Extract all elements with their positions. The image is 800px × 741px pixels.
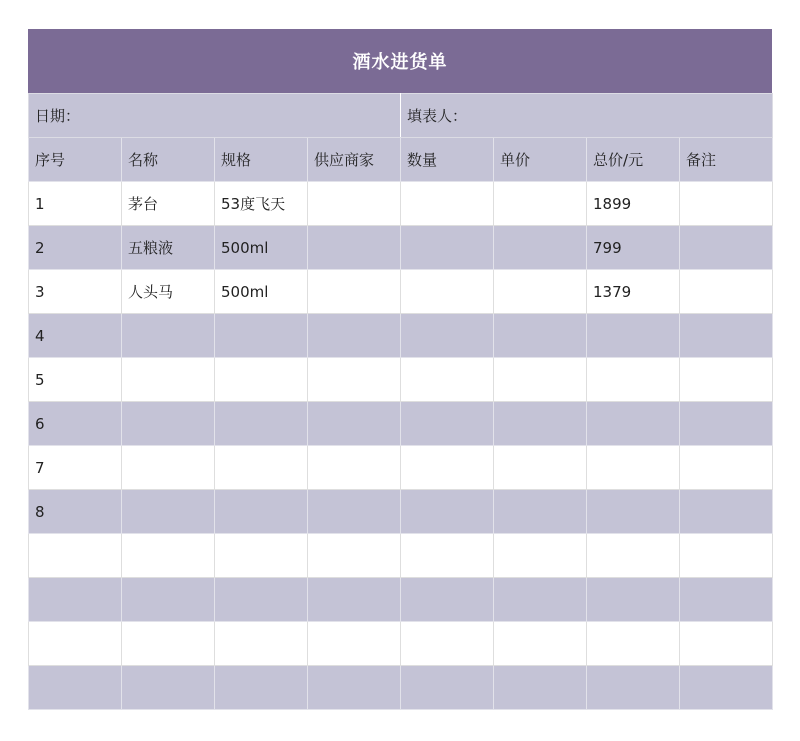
cell-unit-price[interactable]	[494, 270, 587, 314]
cell-spec[interactable]	[215, 534, 308, 578]
col-header-index: 序号	[29, 138, 122, 182]
table-row	[29, 446, 773, 490]
cell-supplier[interactable]	[308, 490, 401, 534]
cell-unit-price[interactable]	[494, 446, 587, 490]
table-row	[29, 314, 773, 358]
cell-supplier[interactable]	[308, 446, 401, 490]
col-header-quantity: 数量	[401, 138, 494, 182]
cell-supplier[interactable]	[308, 402, 401, 446]
table-row	[29, 402, 773, 446]
cell-index[interactable]: 7	[29, 446, 122, 490]
cell-unit-price[interactable]	[494, 534, 587, 578]
cell-total-price[interactable]	[587, 446, 680, 490]
cell-name[interactable]: 五粮液	[122, 226, 215, 270]
cell-spec[interactable]	[215, 446, 308, 490]
cell-remarks[interactable]	[680, 578, 773, 622]
cell-total-price[interactable]: 799	[587, 226, 680, 270]
cell-total-price[interactable]	[587, 490, 680, 534]
col-header-remarks: 备注	[680, 138, 773, 182]
cell-quantity[interactable]	[401, 578, 494, 622]
cell-unit-price[interactable]	[494, 358, 587, 402]
cell-unit-price[interactable]	[494, 622, 587, 666]
cell-spec[interactable]	[215, 314, 308, 358]
cell-remarks[interactable]	[680, 446, 773, 490]
cell-total-price[interactable]	[587, 666, 680, 710]
cell-name[interactable]	[122, 666, 215, 710]
cell-name[interactable]	[122, 622, 215, 666]
column-header-row	[29, 138, 773, 182]
col-header-unit-price: 单价	[494, 138, 587, 182]
cell-name[interactable]	[122, 490, 215, 534]
cell-spec[interactable]	[215, 666, 308, 710]
cell-index[interactable]: 3	[29, 270, 122, 314]
table-row	[29, 226, 773, 270]
cell-name[interactable]	[122, 446, 215, 490]
cell-spec[interactable]: 53度飞天	[215, 182, 308, 226]
cell-total-price[interactable]	[587, 534, 680, 578]
cell-spec[interactable]	[215, 622, 308, 666]
cell-spec[interactable]	[215, 358, 308, 402]
cell-unit-price[interactable]	[494, 666, 587, 710]
table-row	[29, 358, 773, 402]
cell-unit-price[interactable]	[494, 226, 587, 270]
cell-quantity[interactable]	[401, 666, 494, 710]
col-header-name: 名称	[122, 138, 215, 182]
cell-unit-price[interactable]	[494, 402, 587, 446]
cell-spec[interactable]: 500ml	[215, 270, 308, 314]
table-row	[29, 182, 773, 226]
table-row	[29, 578, 773, 622]
cell-quantity[interactable]	[401, 446, 494, 490]
meta-row	[29, 94, 773, 138]
table-row	[29, 534, 773, 578]
cell-unit-price[interactable]	[494, 490, 587, 534]
cell-supplier[interactable]	[308, 578, 401, 622]
date-field[interactable]: 日期：	[29, 94, 401, 138]
cell-spec[interactable]	[215, 578, 308, 622]
cell-index[interactable]: 5	[29, 358, 122, 402]
cell-total-price[interactable]	[587, 358, 680, 402]
cell-remarks[interactable]	[680, 402, 773, 446]
cell-total-price[interactable]: 1379	[587, 270, 680, 314]
cell-quantity[interactable]	[401, 402, 494, 446]
col-header-spec: 规格	[215, 138, 308, 182]
cell-spec[interactable]: 500ml	[215, 226, 308, 270]
cell-remarks[interactable]	[680, 182, 773, 226]
cell-remarks[interactable]	[680, 666, 773, 710]
cell-spec[interactable]	[215, 402, 308, 446]
cell-total-price[interactable]: 1899	[587, 182, 680, 226]
cell-index[interactable]	[29, 666, 122, 710]
cell-supplier[interactable]	[308, 666, 401, 710]
cell-remarks[interactable]	[680, 226, 773, 270]
cell-index[interactable]: 6	[29, 402, 122, 446]
cell-remarks[interactable]	[680, 358, 773, 402]
order-table	[28, 93, 773, 710]
cell-remarks[interactable]	[680, 314, 773, 358]
cell-remarks[interactable]	[680, 622, 773, 666]
cell-name[interactable]	[122, 578, 215, 622]
cell-index[interactable]	[29, 622, 122, 666]
cell-name[interactable]	[122, 534, 215, 578]
cell-remarks[interactable]	[680, 534, 773, 578]
cell-supplier[interactable]	[308, 314, 401, 358]
cell-name[interactable]	[122, 402, 215, 446]
filler-field[interactable]: 填表人：	[401, 94, 773, 138]
cell-remarks[interactable]	[680, 270, 773, 314]
cell-quantity[interactable]	[401, 182, 494, 226]
cell-total-price[interactable]	[587, 402, 680, 446]
cell-name[interactable]: 人头马	[122, 270, 215, 314]
cell-quantity[interactable]	[401, 622, 494, 666]
cell-total-price[interactable]	[587, 622, 680, 666]
cell-quantity[interactable]	[401, 358, 494, 402]
cell-index[interactable]: 2	[29, 226, 122, 270]
cell-supplier[interactable]	[308, 182, 401, 226]
cell-supplier[interactable]	[308, 622, 401, 666]
cell-quantity[interactable]	[401, 534, 494, 578]
col-header-supplier: 供应商家	[308, 138, 401, 182]
table-row	[29, 490, 773, 534]
col-header-total-price: 总价/元	[587, 138, 680, 182]
cell-quantity[interactable]	[401, 226, 494, 270]
cell-supplier[interactable]	[308, 226, 401, 270]
cell-unit-price[interactable]	[494, 182, 587, 226]
cell-supplier[interactable]	[308, 358, 401, 402]
table-row	[29, 666, 773, 710]
cell-unit-price[interactable]	[494, 314, 587, 358]
cell-total-price[interactable]	[587, 578, 680, 622]
cell-index[interactable]: 8	[29, 490, 122, 534]
cell-index[interactable]	[29, 534, 122, 578]
cell-name[interactable]	[122, 314, 215, 358]
cell-unit-price[interactable]	[494, 578, 587, 622]
cell-name[interactable]: 茅台	[122, 182, 215, 226]
cell-name[interactable]	[122, 358, 215, 402]
cell-quantity[interactable]	[401, 490, 494, 534]
table-row	[29, 622, 773, 666]
cell-index[interactable]	[29, 578, 122, 622]
cell-index[interactable]: 1	[29, 182, 122, 226]
purchase-order-sheet	[28, 29, 772, 710]
cell-supplier[interactable]	[308, 270, 401, 314]
cell-quantity[interactable]	[401, 314, 494, 358]
cell-remarks[interactable]	[680, 490, 773, 534]
cell-quantity[interactable]	[401, 270, 494, 314]
cell-supplier[interactable]	[308, 534, 401, 578]
cell-index[interactable]: 4	[29, 314, 122, 358]
table-row	[29, 270, 773, 314]
cell-total-price[interactable]	[587, 314, 680, 358]
cell-spec[interactable]	[215, 490, 308, 534]
sheet-title: 酒水进货单	[28, 29, 772, 93]
